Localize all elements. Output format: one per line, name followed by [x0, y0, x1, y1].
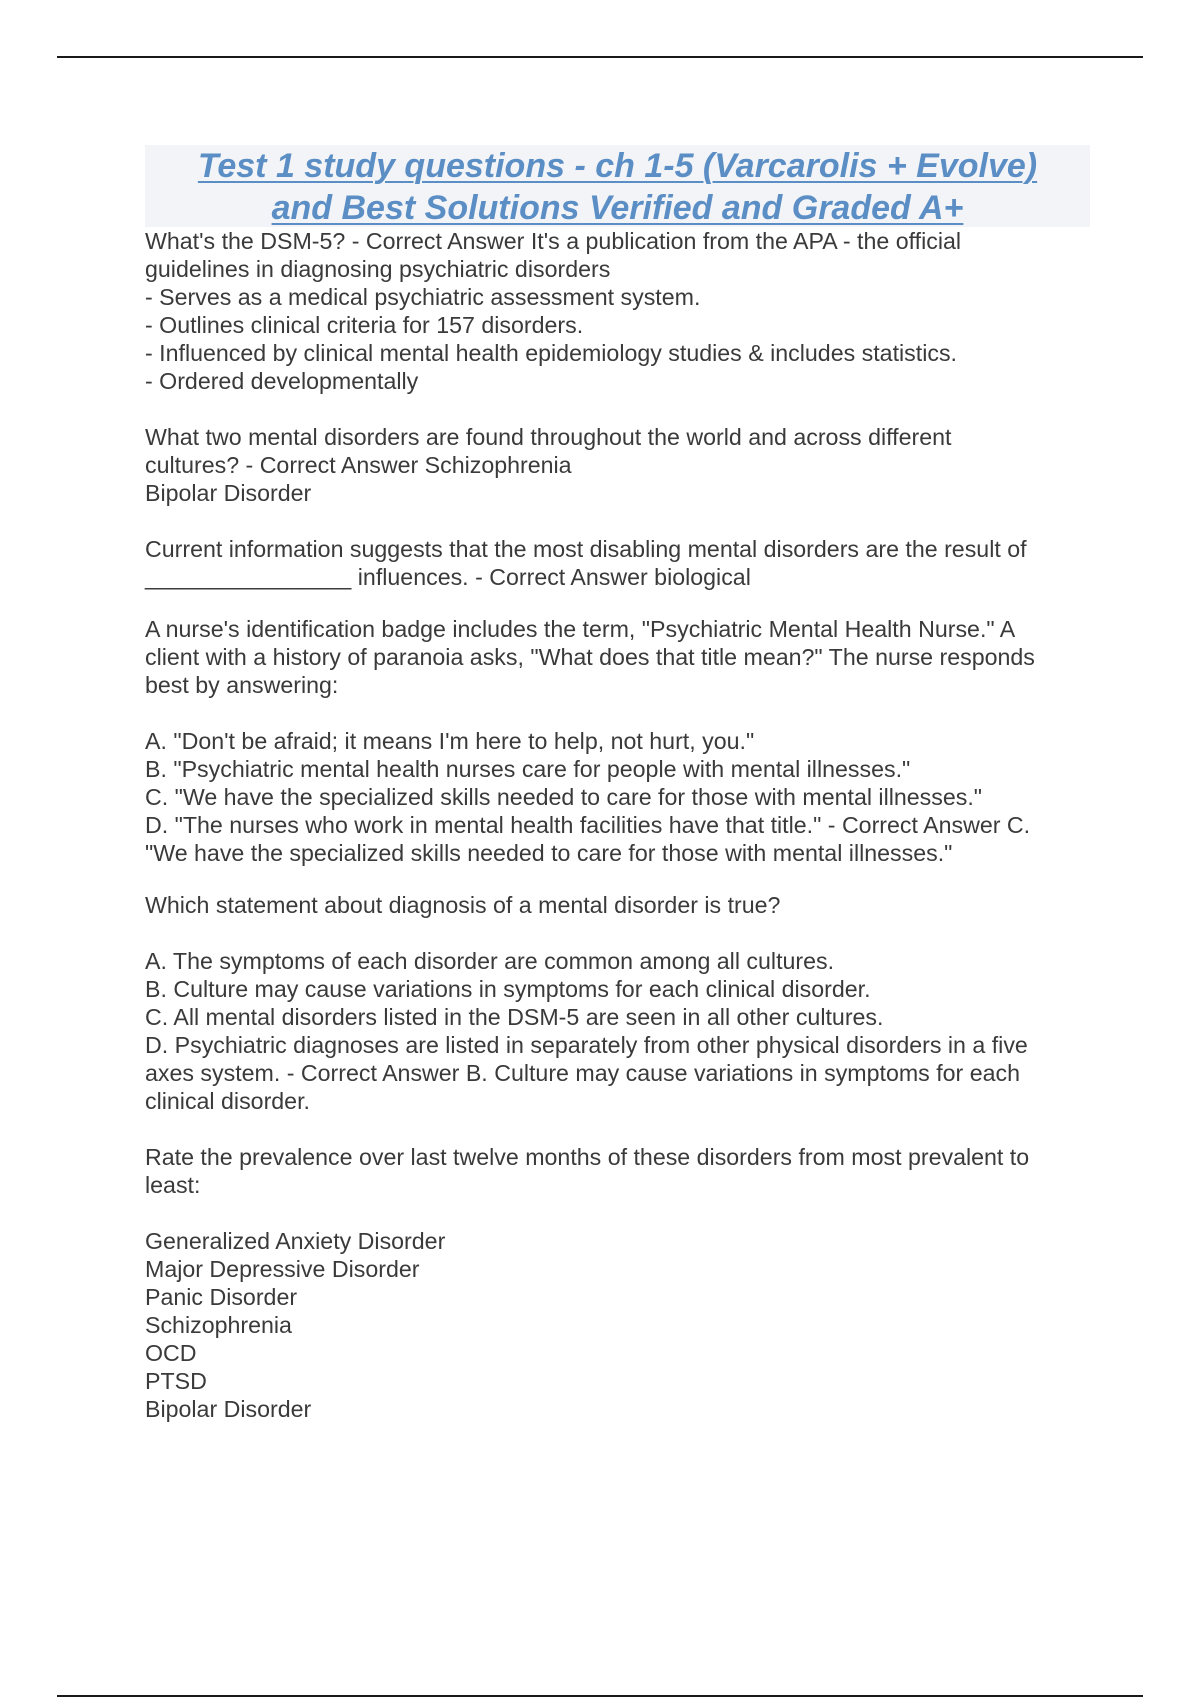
question-text: A nurse's identification badge includes the term, "Psychiatric Mental Health Nurse." A [145, 616, 1016, 642]
question-text: Current information suggests that the most disabling mental disorders are the result of [145, 536, 1027, 562]
bullet-item: - Influenced by clinical mental health epidemiology studies & includes statistics. [145, 340, 957, 366]
footer-rule [57, 1695, 1143, 1697]
bullet-item: - Ordered developmentally [145, 368, 419, 394]
list-item: Major Depressive Disorder [145, 1256, 420, 1282]
question-nurse-badge [145, 615, 1090, 867]
document-title[interactable] [145, 145, 1090, 229]
question-mental-disorders-worldwide [145, 423, 1090, 507]
document-body [145, 227, 1090, 1423]
list-item: OCD [145, 1340, 197, 1366]
question-text: client with a history of paranoia asks, "What does that title mean?" The nurse responds [145, 644, 1035, 670]
header-rule [57, 56, 1143, 58]
answer-option: C. "We have the specialized skills needed to care for those with mental illnesses." [145, 784, 983, 810]
answer-option: D. "The nurses who work in mental health facilities have that title." - Correct Answer C. [145, 812, 1031, 838]
answer-option: B. Culture may cause variations in symptoms for each clinical disorder. [145, 976, 871, 1002]
answer-option: "We have the specialized skills needed to care for those with mental illnesses." [145, 840, 953, 866]
answer-option: axes system. - Correct Answer B. Culture may cause variations in symptoms for each [145, 1060, 1020, 1086]
list-item: Schizophrenia [145, 1312, 292, 1338]
question-prevalence [145, 1143, 1090, 1423]
answer-option: clinical disorder. [145, 1088, 310, 1114]
question-text: What's the DSM-5? - Correct Answer It's a publication from the APA - the official [145, 228, 962, 254]
question-diagnosis-true [145, 891, 1090, 1115]
list-item: PTSD [145, 1368, 207, 1394]
answer-option: A. The symptoms of each disorder are common among all cultures. [145, 948, 835, 974]
title-line-2[interactable]: and Best Solutions Verified and Graded A+ [271, 189, 964, 227]
answer-option: A. "Don't be afraid; it means I'm here to help, not hurt, you." [145, 728, 755, 754]
question-disabling-disorders [145, 535, 1090, 591]
answer-option: B. "Psychiatric mental health nurses care for people with mental illnesses." [145, 756, 911, 782]
list-item: Bipolar Disorder [145, 1396, 312, 1422]
question-dsm5 [145, 227, 1090, 395]
question-text: least: [145, 1172, 201, 1198]
title-line-1[interactable]: Test 1 study questions - ch 1-5 (Varcarolis + Evolve) [197, 147, 1038, 185]
question-text: ________________ influences. - Correct Answer biological [145, 564, 751, 590]
title-banner [145, 145, 1090, 227]
question-text: guidelines in diagnosing psychiatric disorders [145, 256, 611, 282]
question-text: Rate the prevalence over last twelve months of these disorders from most prevalent to [145, 1144, 1030, 1170]
question-text: cultures? - Correct Answer Schizophrenia [145, 452, 572, 478]
answer-text: Bipolar Disorder [145, 480, 312, 506]
question-text: best by answering: [145, 672, 339, 698]
bullet-item: - Outlines clinical criteria for 157 disorders. [145, 312, 584, 338]
answer-option: C. All mental disorders listed in the DSM-5 are seen in all other cultures. [145, 1004, 884, 1030]
list-item: Panic Disorder [145, 1284, 298, 1310]
bullet-item: - Serves as a medical psychiatric assessment system. [145, 284, 701, 310]
list-item: Generalized Anxiety Disorder [145, 1228, 446, 1254]
question-text: What two mental disorders are found throughout the world and across different [145, 424, 952, 450]
question-text: Which statement about diagnosis of a mental disorder is true? [145, 892, 781, 918]
answer-option: D. Psychiatric diagnoses are listed in separately from other physical disorders in a five [145, 1032, 1028, 1058]
